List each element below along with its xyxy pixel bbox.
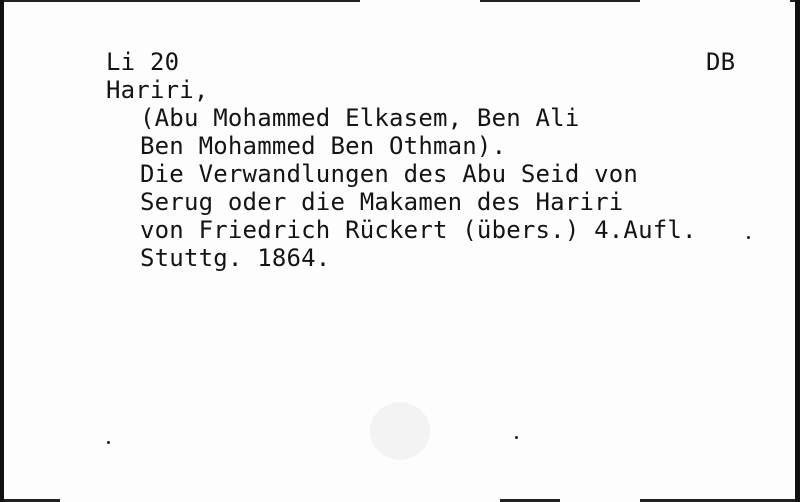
paper-speck xyxy=(747,236,750,239)
card-body-line: Ben Mohammed Ben Othman). xyxy=(140,132,507,160)
card-body-line: (Abu Mohammed Elkasem, Ben Ali xyxy=(140,104,580,132)
card-left-edge xyxy=(0,0,4,502)
card-body-line: Serug oder die Makamen des Hariri xyxy=(140,188,624,216)
location-code: DB xyxy=(706,48,736,76)
card-top-edge-gap xyxy=(640,0,790,3)
paper-stain xyxy=(370,402,430,460)
card-top-edge-gap xyxy=(360,0,480,3)
card-right-edge xyxy=(795,0,800,502)
card-body-line: von Friedrich Rückert (übers.) 4.Aufl. xyxy=(140,216,697,244)
call-number: Li 20 xyxy=(106,48,180,76)
card-bottom-edge-gap xyxy=(560,498,640,502)
card-body-line: Stuttg. 1864. xyxy=(140,244,331,272)
card-body-line: Die Verwandlungen des Abu Seid von xyxy=(140,160,639,188)
paper-speck xyxy=(107,441,110,444)
paper-speck xyxy=(515,436,518,439)
card-bottom-edge-gap xyxy=(60,498,500,502)
author-heading: Hariri, xyxy=(106,76,209,104)
